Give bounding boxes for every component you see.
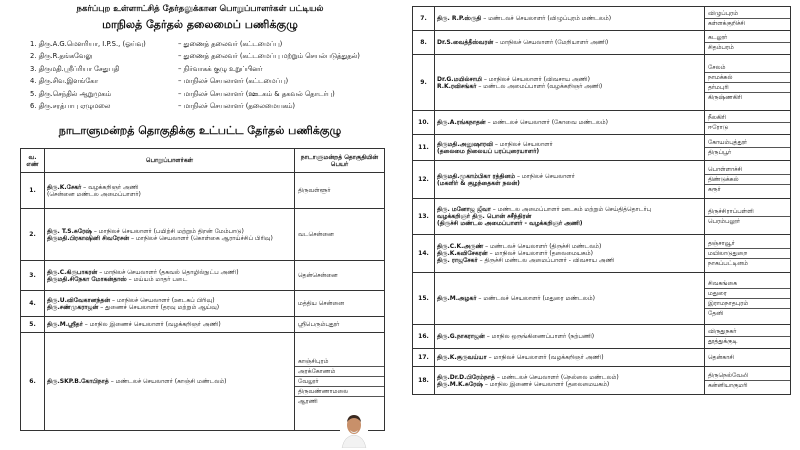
table-row	[413, 111, 791, 135]
official-name: திரு. T.S.சுரேஷ்	[47, 227, 92, 235]
official-role: – மாநிலச் செயலாளர் (தலைமையகம்)	[489, 250, 593, 257]
official-name: R.K.ரவிசங்கர்	[437, 82, 477, 90]
official-role: – மாநில இணைச் செயலாளர் (வழக்கறிஞர் அணி)	[84, 321, 221, 328]
officials-cell	[435, 325, 705, 349]
official-line	[437, 374, 702, 381]
official-line	[437, 206, 702, 213]
official-line	[437, 257, 702, 264]
row-number: 15.	[413, 273, 435, 325]
constituency-name: தஞ்சாவூர்	[705, 239, 790, 249]
row-number: 7.	[413, 7, 435, 31]
right-officials-table	[412, 6, 791, 395]
officials-cell	[435, 7, 705, 31]
official-role: – மாநிலச் செயலாளர் (விவசாய அணி)	[483, 75, 590, 83]
officials-cell	[435, 273, 705, 325]
column-header-officials: பொறுப்பாளர்கள்	[45, 149, 295, 173]
table-row	[413, 273, 791, 325]
constituency-name: ஸ்ரீபெரும்புதூர்	[298, 321, 340, 328]
officials-cell	[435, 135, 705, 161]
officials-cell	[45, 333, 295, 431]
table-row	[21, 291, 385, 317]
official-role: – மண்டலச் செயலாளர் (மதுரை மண்டலம்)	[478, 295, 595, 302]
official-line	[47, 297, 292, 304]
constituency-name: சேலம்	[705, 63, 790, 73]
official-name: திரு. R.P.ஸ்ருதி	[437, 15, 482, 22]
officials-cell	[435, 111, 705, 135]
official-line	[47, 269, 292, 276]
constituency-name: கள்ளக்குறிச்சி	[708, 20, 745, 27]
constituency-cell	[705, 349, 791, 367]
official-name: திரு.C.K.அருண்	[437, 243, 484, 250]
officials-cell	[435, 367, 705, 395]
official-role: – மண்டலச் செயலாளர் (கோவை மண்டலம்)	[487, 119, 608, 126]
official-name: திரு.M.அழகர்	[437, 295, 477, 302]
table-row	[413, 199, 791, 235]
table-row	[413, 235, 791, 273]
constituency-name: கன்னியாகுமரி	[708, 382, 748, 389]
officials-cell	[435, 199, 705, 235]
official-role: – மாநிலச் செயலாளர் (பயிற்சி மற்றும் திறன் மேம்பாடு)	[93, 227, 244, 235]
official-line	[437, 39, 702, 46]
constituency-name: வடசென்னை	[298, 231, 334, 238]
constituency-name: இராமநாதபுரம்	[705, 299, 790, 309]
officials-cell	[45, 317, 295, 333]
official-role: – மாநிலச் செயலாளர்	[516, 172, 575, 180]
constituency-cell	[705, 7, 791, 31]
leader-item: 3. திருமதி.ஸ்ரீப்ரியா சேதுபதி – நிர்வாகக் குழு உறுப்பினர்	[30, 64, 263, 73]
row-number: 11.	[413, 135, 435, 161]
official-role: – வழக்கறிஞர் அணி	[83, 183, 139, 191]
official-role: – துணைச் செயலாளர் (தரவு மற்றும் ஆய்வு)	[100, 303, 220, 311]
constituency-name: திருநெல்வேலி	[705, 371, 790, 381]
constituency-cell	[705, 325, 791, 349]
constituency-name: தூத்துக்குடி	[708, 338, 738, 345]
official-name: திருமதி.மூகாம்பிகா ரத்தினம்	[437, 172, 516, 180]
row-number: 3.	[21, 261, 45, 291]
constituency-name: தர்மபுரி	[705, 83, 790, 93]
officials-cell	[45, 261, 295, 291]
constituency-name: விருதுநகர்	[705, 327, 790, 337]
officials-cell	[435, 31, 705, 55]
constituency-cell	[295, 317, 385, 333]
table-row	[21, 173, 385, 209]
constituency-name: கரூர்	[708, 186, 721, 193]
official-line	[47, 276, 292, 283]
leaders-list	[30, 40, 390, 114]
constituency-name: திருச்சிராப்பள்ளி	[705, 207, 790, 217]
official-line	[47, 235, 292, 242]
constituency-name: காஞ்சிபுரம்	[295, 357, 384, 367]
officials-cell	[435, 161, 705, 199]
official-line	[437, 76, 702, 83]
row-number: 12.	[413, 161, 435, 199]
constituency-name: அரக்கோணம்	[295, 367, 384, 377]
table-row	[21, 261, 385, 291]
constituency-name: திண்டுக்கல்	[705, 175, 790, 185]
table-row	[21, 333, 385, 431]
official-name: திரு.U.விவேகானந்தன்	[47, 296, 111, 304]
official-name: திரு.SKP.B.கோபிநாத்	[47, 378, 109, 385]
official-line	[437, 295, 702, 302]
constituency-name: தேனி	[708, 310, 724, 317]
constituency-name: விழுப்புரம்	[705, 9, 790, 19]
official-role: – மண்டலச் செயலாளர் (திருச்சி மண்டலம்)	[485, 243, 602, 250]
constituency-name: தென்காசி	[708, 354, 735, 361]
constituency-cell	[295, 173, 385, 209]
official-line	[47, 304, 292, 311]
table-row	[413, 325, 791, 349]
official-line	[437, 220, 702, 227]
official-name: திரு.G.நாகராஜன்	[437, 333, 485, 340]
official-role: – மண்டலச் செயலாளர் (விழுப்புரம் மண்டலம்)	[483, 15, 612, 22]
official-line	[437, 173, 702, 180]
official-name: வழக்கறிஞர் திரு. பொன் சசீந்திரன்	[437, 213, 532, 220]
row-number: 10.	[413, 111, 435, 135]
officials-cell	[45, 291, 295, 317]
row-number: 4.	[21, 291, 45, 317]
leader-portrait-image	[340, 412, 368, 448]
official-name: திருமதி.அனுஷாரவி	[437, 140, 493, 148]
constituency-name: தென்சென்னை	[298, 272, 338, 279]
officials-cell	[435, 55, 705, 111]
constituency-name: பொள்ளாச்சி	[705, 165, 790, 175]
constituency-cell	[705, 55, 791, 111]
official-role: – மண்டல அமைப்பாளர் (வழக்கறிஞர் அணி)	[478, 82, 603, 90]
leader-item: 2. திரு.R.தங்கவேலு – துணைத் தலைவர் (கட்டமைப்பு மற்றும் செயல்படுத்துதல்)	[30, 52, 360, 61]
constituency-cell	[705, 199, 791, 235]
official-line	[437, 180, 702, 187]
constituency-cell	[705, 31, 791, 55]
committee-title: மாநிலத் தேர்தல் தலைமைப் பணிக்குழு	[102, 18, 298, 31]
right-page	[400, 0, 800, 450]
official-line	[437, 381, 702, 388]
official-name: திரு.சண்முகராஜன்	[47, 303, 99, 311]
constituency-cell	[705, 235, 791, 273]
official-name: திருமதி.பிரகாஷினி சிவரேசன்	[47, 234, 130, 242]
constituency-cell	[705, 273, 791, 325]
table-row	[21, 317, 385, 333]
official-line	[437, 148, 702, 155]
official-name: Dr.G.மயில்சாமி	[437, 75, 482, 83]
official-line	[437, 354, 702, 361]
constituency-name: திருவள்ளூர்	[298, 187, 331, 194]
official-role: – மாநிலச் செயலாளர் (மேறியாளர் அணி)	[495, 39, 609, 46]
row-number: 5.	[21, 317, 45, 333]
official-role: – மாநிலச் செயலாளர் (கொள்கை ஆராய்ச்சிப் பிரிவு)	[131, 234, 273, 242]
table-row	[413, 367, 791, 395]
official-role: – மாநில இணைச் செயலாளர் (தலைமையகம்)	[484, 380, 610, 388]
official-name: திரு.K.சேகர்	[47, 183, 82, 191]
row-number: 17.	[413, 349, 435, 367]
official-name: திரு. ராஜசேகர்	[437, 257, 478, 264]
left-officials-table	[20, 148, 385, 431]
row-number: 2.	[21, 209, 45, 261]
row-number: 9.	[413, 55, 435, 111]
official-name: (திருச்சி மண்டல அமைப்பாளர் - வழக்கறிஞர் அணி)	[437, 220, 583, 227]
official-name: திரு.K.கவிசேகரன்	[437, 250, 488, 257]
official-line	[47, 228, 292, 235]
officials-cell	[435, 235, 705, 273]
official-line	[47, 378, 292, 385]
official-name: திருமதி.சிநேகா மோகன்தாஸ்	[47, 275, 127, 283]
constituency-name: சிவகங்கை	[705, 279, 790, 289]
table-row	[413, 55, 791, 111]
table-row	[21, 209, 385, 261]
column-header-constituency: நாடாளுமன்றத் தொகுதியின் பெயர்	[295, 149, 385, 173]
official-role: – மய்யம் மாதர் படை	[128, 275, 188, 283]
parliament-committee-title: நாடாளுமன்றத் தொகுதிக்கு உட்பட்ட தேர்தல் பணிக்குழு	[58, 124, 342, 137]
leader-item: 6. திரு.சரத்பாபு ஏழுமலை – மாநிலச் செயலாளர் (தலைமையகம்)	[30, 101, 296, 110]
official-role: – மண்டலச் செயலாளர் (நெல்லை மண்டலம்)	[496, 373, 619, 381]
constituency-name: ஆரணி	[298, 398, 318, 405]
official-role: – மாநிலச் செயலாளர் (வழக்கறிஞர் அணி)	[488, 354, 604, 361]
official-role: – மாநில ஒருங்கிணைப்பாளர் (நற்பணி)	[486, 333, 595, 340]
table-row	[413, 161, 791, 199]
row-number: 8.	[413, 31, 435, 55]
official-line	[437, 83, 702, 90]
constituency-cell	[705, 161, 791, 199]
constituency-name: நாகப்பட்டினம்	[708, 260, 748, 267]
leader-item: 4. திரு.சிவ.இளங்கோ – மாநிலச் செயலாளர் (கட்டமைப்பு)	[30, 77, 289, 86]
officials-cell	[45, 173, 295, 209]
leader-item: 5. திரு.செந்தில் ஆறுமுகம் – மாநிலச் செயலாளர் (ஊடகம் & தகவல் தொடர்பு)	[30, 89, 335, 98]
column-header-number: வ. எண்	[21, 149, 45, 173]
constituency-name: மதுரை	[705, 289, 790, 299]
constituency-name: நீலகிரி	[705, 113, 790, 123]
constituency-name: சிதம்பரம்	[708, 44, 734, 51]
official-name: (தலைமை நிலையப் பரப்புரையாளர்)	[437, 147, 540, 155]
official-name: திரு.M.K.சுரேஷ்	[437, 380, 483, 388]
official-name: திரு.Dr.D.பிரேம்நாத்	[437, 373, 495, 381]
constituency-cell	[705, 367, 791, 395]
constituency-name: நாமக்கல்	[705, 73, 790, 83]
official-name: Dr.S.வைத்தீஸ்வரன்	[437, 39, 494, 46]
constituency-name: ஈரோடு	[708, 124, 729, 131]
row-number: 1.	[21, 173, 45, 209]
constituency-name: திருப்பூர்	[708, 149, 732, 156]
official-role: – மண்டல அமைப்பாளர் ஊடகம் மற்றும் செய்தித்தொடர்பு	[492, 206, 652, 213]
leader-item: 1. திரு.A.G.மௌரியா, I.P.S., (ஓய்வு) – துணைத் தலைவர் (கட்டமைப்பு)	[30, 40, 283, 48]
official-role: (சென்னை மண்டல அமைப்பாளர்)	[47, 190, 141, 198]
official-role: – மண்டலச் செயலாளர் (காஞ்சி மண்டலம்)	[110, 378, 227, 385]
official-line	[437, 119, 702, 126]
constituency-cell	[295, 209, 385, 261]
constituency-name: வேலூர்	[295, 377, 384, 387]
officials-cell	[435, 349, 705, 367]
constituency-name: பெரம்பலூர்	[708, 218, 741, 225]
row-number: 6.	[21, 333, 45, 431]
official-name: (மகளிர் & குழந்தைகள் நலன்)	[437, 179, 520, 187]
constituency-name: கோயம்புத்தூர்	[705, 138, 790, 148]
row-number: 16.	[413, 325, 435, 349]
official-line	[47, 184, 292, 191]
official-line	[437, 213, 702, 220]
official-line	[437, 250, 702, 257]
official-line	[437, 141, 702, 148]
official-name: திரு.A.ரங்கநாதன்	[437, 119, 486, 126]
document-heading: நகர்ப்புற உள்ளாட்சித் தேர்தலுக்கான பொறுப்பாளர்கள் பட்டியல்	[76, 4, 324, 14]
constituency-cell	[705, 111, 791, 135]
official-line	[437, 333, 702, 340]
constituency-cell	[705, 135, 791, 161]
constituency-cell	[295, 291, 385, 317]
constituency-name: திருவண்ணாமலை	[295, 387, 384, 397]
table-row	[413, 349, 791, 367]
constituency-cell	[295, 261, 385, 291]
official-name: திரு. மனோஜ ஜீவா	[437, 206, 491, 213]
constituency-name: கடலூர்	[705, 33, 790, 43]
official-line	[437, 243, 702, 250]
row-number: 14.	[413, 235, 435, 273]
table-row	[413, 7, 791, 31]
table-row	[413, 135, 791, 161]
official-name: திரு.M.ஸ்ரீதர்	[47, 321, 83, 328]
constituency-name: கிருஷ்ணகிரி	[708, 94, 743, 101]
table-row	[413, 31, 791, 55]
officials-cell	[45, 209, 295, 261]
constituency-name: மத்திய சென்னை	[298, 300, 345, 307]
official-line	[47, 321, 292, 328]
official-role: – திருச்சி மண்டல அமைப்பாளர் - விவசாய அணி	[479, 257, 615, 264]
official-line	[47, 191, 292, 198]
constituency-name: மயிலாடுதுறை	[705, 249, 790, 259]
row-number: 18.	[413, 367, 435, 395]
official-role: – மாநிலச் செயலாளர் (ஊடகப் பிரிவு)	[112, 296, 215, 304]
official-name: திரு.C.கிருபாகரன்	[47, 268, 98, 276]
official-role: – மாநிலச் செயலாளர்	[494, 140, 553, 148]
official-role: – மாநிலச் செயலாளர் (தகவல் தொழில்நுட்ப அணி)	[99, 268, 239, 276]
official-name: திரு.K.குருவய்யா	[437, 354, 487, 361]
row-number: 13.	[413, 199, 435, 235]
official-line	[437, 15, 702, 22]
